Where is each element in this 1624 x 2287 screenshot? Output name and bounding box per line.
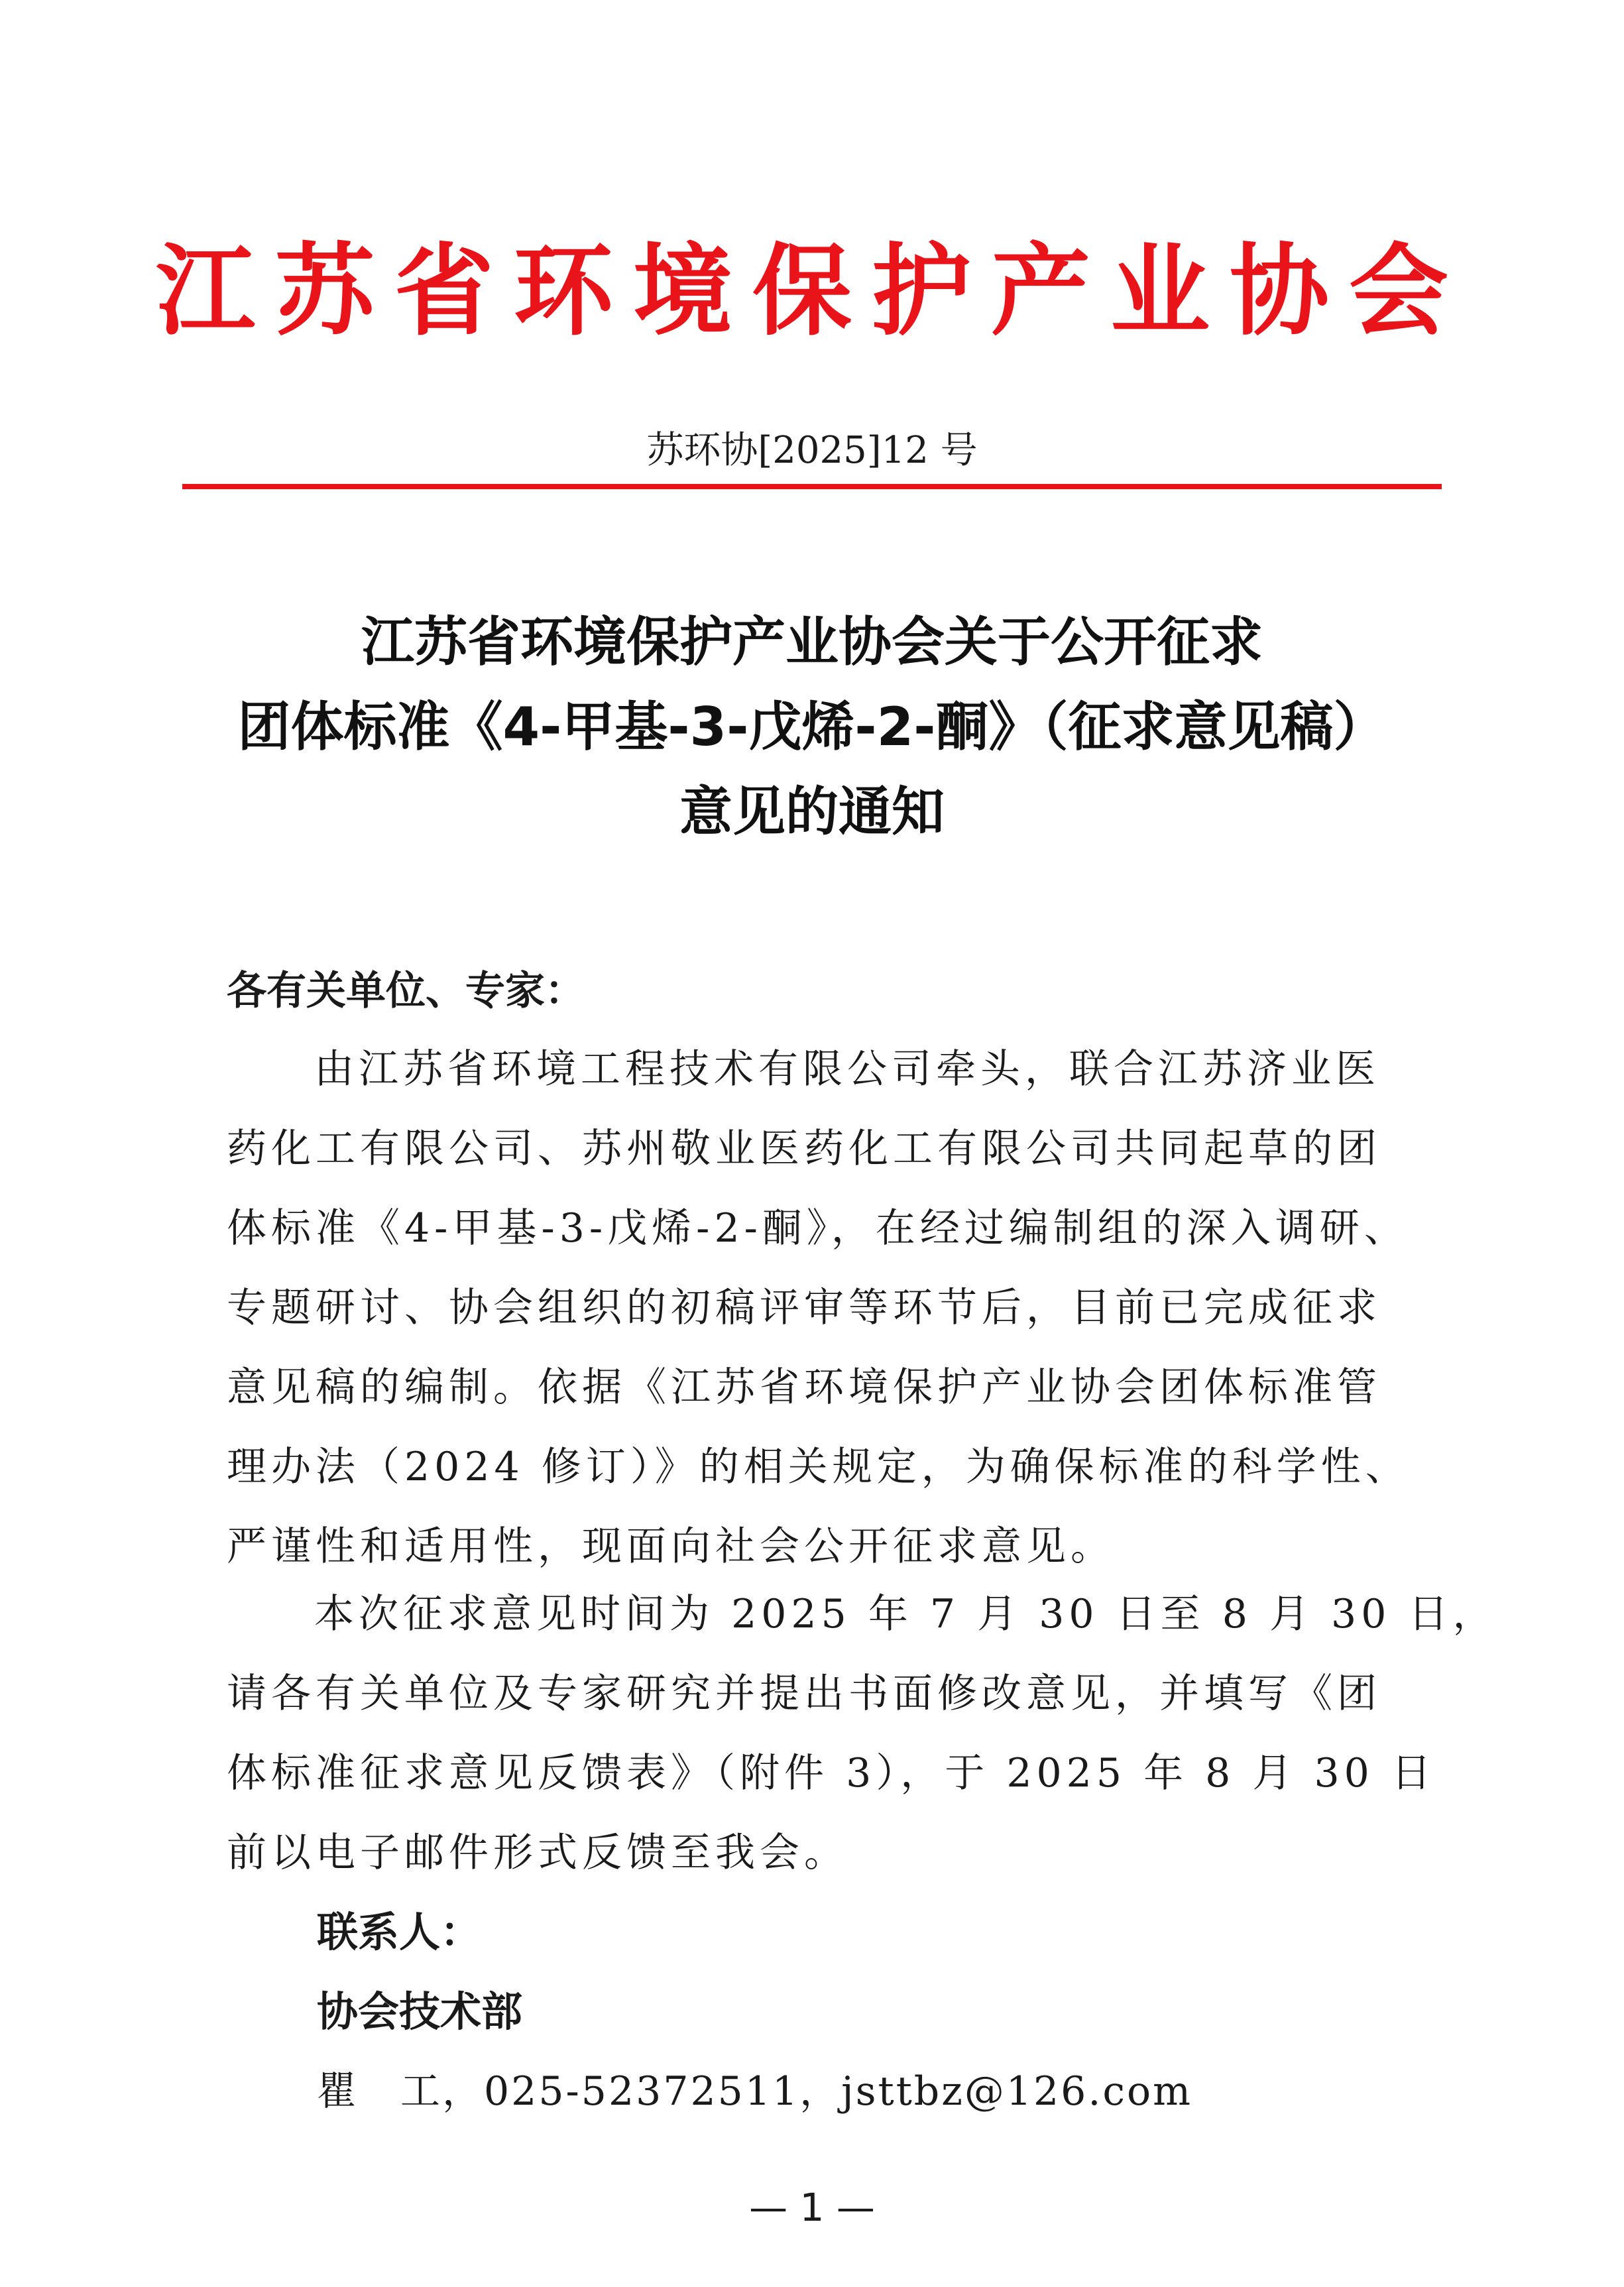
- paragraph-line: 药化工有限公司、苏州敬业医药化工有限公司共同起草的团: [227, 1126, 1381, 1172]
- paragraph-line: 体标准征求意见反馈表》（附件 3），于 2025 年 8 月 30 日: [227, 1750, 1436, 1796]
- paragraph-line: 理办法（2024 修订）》的相关规定，为确保标准的科学性、: [227, 1444, 1410, 1490]
- letterhead-red-rule: [182, 484, 1442, 489]
- paragraph-line: 本次征求意见时间为 2025 年 7 月 30 日至 8 月 30 日，: [314, 1591, 1497, 1637]
- paragraph-line: 专题研讨、协会组织的初稿评审等环节后，目前已完成征求: [227, 1285, 1381, 1331]
- contact-department: 协会技术部: [317, 1987, 523, 2036]
- contact-label: 联系人：: [317, 1908, 482, 1956]
- paragraph-line: 意见稿的编制。依据《江苏省环境保护产业协会团体标准管: [227, 1364, 1381, 1411]
- letterhead-org-name: 江苏省环境保护产业协会: [155, 234, 1468, 349]
- body-paragraph-1: [227, 1029, 1410, 1586]
- paragraph-line: 严谨性和适用性，现面向社会公开征求意见。: [227, 1523, 1115, 1570]
- title-line: 意见的通知: [679, 781, 945, 843]
- paragraph-line: 请各有关单位及专家研究并提出书面修改意见，并填写《团: [227, 1671, 1381, 1717]
- page-number: — 1 —: [749, 2185, 875, 2230]
- body-paragraph-2: [227, 1574, 1497, 1893]
- paragraph-line: 体标准《4-甲基-3-戊烯-2-酮》，在经过编制组的深入调研、: [227, 1205, 1409, 1252]
- document-title: [133, 600, 1491, 854]
- paragraph-line: 由江苏省环境工程技术有限公司牵头，联合江苏济业医: [314, 1046, 1380, 1092]
- document-number: 苏环协[2025]12 号: [646, 429, 978, 472]
- title-line: 江苏省环境保护产业协会关于公开征求: [361, 611, 1263, 673]
- title-line: 团体标准《4-甲基-3-戊烯-2-酮》（征求意见稿）: [237, 696, 1387, 758]
- paragraph-line: 前以电子邮件形式反馈至我会。: [227, 1830, 848, 1876]
- contact-details: 瞿 工，025-52372511，jsttbz@126.com: [317, 2068, 1193, 2115]
- salutation: 各有关单位、专家：: [227, 968, 585, 1014]
